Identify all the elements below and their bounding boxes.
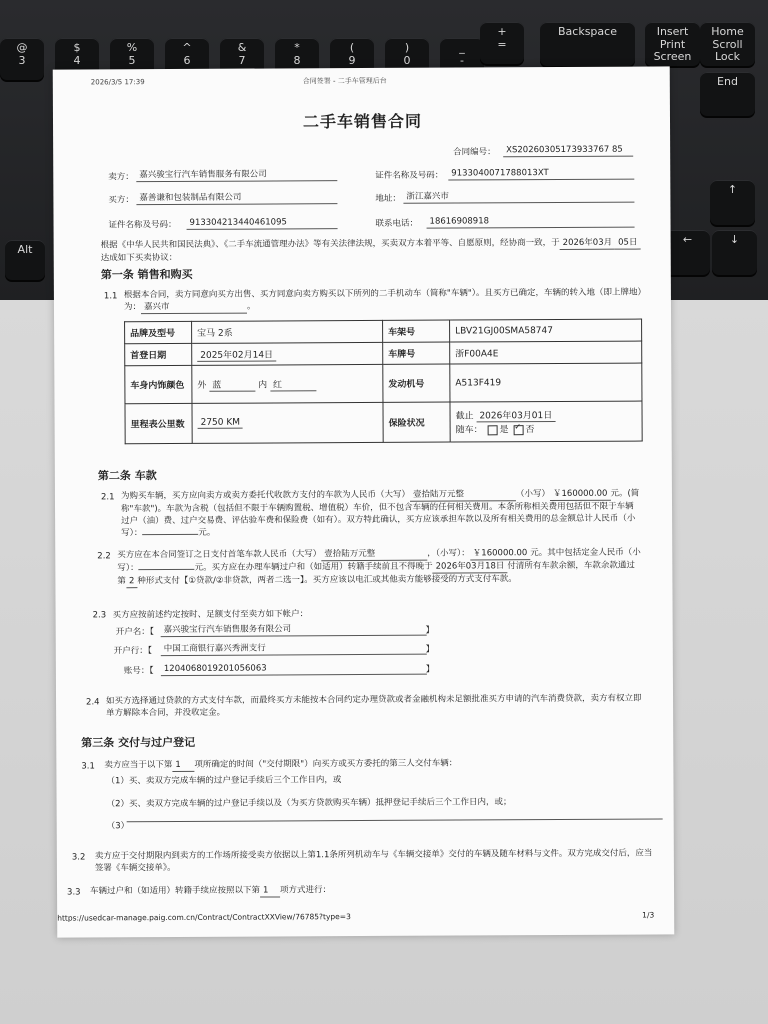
insurance-until: 2026年03月01日	[476, 408, 555, 422]
keyboard-key: + =	[480, 22, 524, 64]
keyboard-key: $ 4	[55, 38, 99, 80]
mileage-value: 2750 KM	[198, 418, 243, 429]
color-label: 车身内饰颜色	[125, 365, 192, 403]
phone-value: 18616908918	[427, 216, 635, 229]
clause-2-2-num: 2.2	[97, 551, 111, 562]
buyer-name: 嘉善谦和包装制品有限公司	[136, 192, 337, 205]
account-name-label: 开户名：【	[115, 627, 154, 638]
clause-1-1-text: 根据本合同，卖方同意向买方出售、买方同意向卖方购买以下所列的二手机动车（简称"车辆"）。且买方已确定，车辆的转入地（即上牌地）为： 嘉兴市 。	[123, 287, 642, 313]
print-page-number: 1/3	[642, 910, 655, 920]
keyboard-key: * 8	[275, 38, 319, 80]
clause-2-1-text: 为购买车辆，买方应向卖方或卖方委托代收款方支付的车款为人民币（大写） 壹拾陆万元整 （小写） ￥160000.00 元。(简称"车款")。车款为含税（包括但不限于车辆购置税、增值税）车价，但不包含车辆的任何相关费用。本条所称相关费用包括但不限于车辆过户（油）费、过户交易费、评估验车费和保险费（如有）。双方特此确认，买方应该承担车款以及所有相关费用的总金额总计人民币（小写）： 元。	[120, 488, 640, 539]
keyboard-key: ←	[665, 230, 710, 275]
keyboard-key: ↓	[712, 230, 757, 275]
keyboard-key: & 7	[220, 38, 264, 80]
interior-color: 红	[270, 377, 316, 391]
clause-3-1-option-1: （1）买、卖双方完成车辆的过户登记手续后三个工作日内，或	[106, 775, 342, 787]
address-value: 浙江嘉兴市	[403, 191, 634, 204]
keyboard-key: ( 9	[330, 38, 374, 80]
clause-2-4-num: 2.4	[86, 697, 100, 708]
keyboard-key: Alt	[5, 240, 45, 280]
keyboard-key: End	[700, 72, 755, 116]
brand-value: 宝马 2系	[192, 320, 383, 343]
clause-3-1-option-3-blank	[127, 818, 663, 822]
intro-paragraph: 根据《中华人民共和国民法典》、《二手车流通管理办法》等有关法律法规，买卖双方本着平等、自愿原则，经协商一致，于 2026年03月 05日达成如下买卖协议：	[101, 237, 641, 265]
mileage-label: 里程表公里数	[125, 403, 192, 443]
account-number: 1204068019201056063	[161, 663, 427, 676]
bracket-close-3: 】	[425, 664, 435, 675]
clause-3-1-option-3: （3）	[106, 821, 130, 832]
account-bank: 中国工商银行嘉兴秀洲支行	[161, 643, 427, 656]
seller-label: 卖方：	[108, 172, 134, 183]
follow-yes-checkbox	[487, 425, 497, 435]
clause-3-2-num: 3.2	[71, 852, 86, 863]
engine-label: 发动机号	[383, 364, 450, 402]
account-number-label: 账号：【	[123, 666, 154, 677]
reg-date-value: 2025年02月14日	[197, 347, 276, 361]
clause-3-3-num: 3.3	[67, 887, 81, 898]
print-timestamp: 2026/3/5 17:39	[90, 78, 145, 87]
bracket-close-2: 】	[425, 644, 435, 655]
plate-label: 车牌号	[383, 342, 450, 364]
exterior-color: 蓝	[209, 377, 255, 391]
keyboard-key: ↑	[710, 180, 755, 225]
plate-value: 浙F00A4E	[450, 341, 642, 364]
clause-2-4-text: 如买方选择通过贷款的方式支付车款，而最终买方未能按本合同约定办理贷款或者金融机构未足额批准买方申请的汽车消费贷款，卖方有权立即单方解除本合同，并没收定金。	[106, 693, 642, 719]
contract-title: 二手车销售合同	[302, 111, 423, 132]
keyboard-key: ) 0	[385, 38, 429, 80]
clause-3-1-text: 卖方应当于以下第 1 项所确定的时间（"交付期限"）向买方或买方委托的第三人交付车辆：	[104, 758, 458, 771]
section-3-title: 第三条 交付与过户登记	[81, 735, 196, 750]
reg-date-label: 首登日期	[125, 343, 192, 365]
clause-2-2-text: 买方应在本合同签订之日支付首笔车款人民币（大写） 壹拾陆万元整 ，（小写）： ￥160000.00 元。其中包括定金人民币（小写）： 元。买方应在办理车辆过户和（如适用）转籍手续前且不得晚于 2026年03月18日 付清所有车款余额，车款余款通过第 2 种形式支付【①贷款/②非贷款，两者二选一】。买方应该以电汇或其他卖方能够接受的方式支付车款。	[117, 547, 641, 587]
keyboard-key: Insert Print Screen	[645, 22, 700, 66]
clause-1-1-num: 1.1	[103, 291, 118, 302]
vin-label: 车架号	[383, 320, 450, 342]
bracket-close-1: 】	[425, 625, 435, 636]
section-2-title: 第二条 车款	[97, 469, 157, 483]
clause-3-1-num: 3.1	[81, 761, 95, 772]
vin-value: LBV21GJ00SMA58747	[450, 319, 642, 342]
keyboard-key: % 5	[110, 38, 154, 80]
buyer-cert: 913304213440461095	[187, 217, 338, 230]
keyboard-key: _ -	[440, 38, 484, 80]
clause-3-3-text: 车辆过户和（如适用）转籍手续应按照以下第 1 项方式进行：	[90, 885, 332, 897]
clause-2-1-num: 2.1	[100, 492, 115, 503]
contract-number-label: 合同编号：	[453, 147, 496, 158]
clause-3-2-text: 卖方应于交付期限内到卖方的工作场所接受卖方依据以上第1.1条所列机动车与《车辆交接单》交付的车辆及随车材料与文件。双方完成交付后，应当签署《车辆交接单》。	[94, 848, 653, 874]
seller-name: 嘉兴骏宝行汽车销售服务有限公司	[136, 169, 337, 182]
seller-cert-label: 证件名称及号码：	[375, 170, 444, 181]
phone-label: 联系电话：	[375, 218, 419, 229]
brand-label: 品牌及型号	[125, 321, 192, 343]
buyer-label: 买方：	[108, 195, 134, 206]
print-url: https://usedcar-manage.paig.com.cn/Contract/ContractXXView/76785?type=3	[57, 912, 351, 923]
clause-2-3-text: 买方应按前述约定按时、足额支付至卖方如下帐户：	[112, 609, 309, 621]
seller-cert: 9133040071788013XT	[448, 168, 634, 181]
section-1-title: 第一条 销售和购买	[100, 267, 193, 282]
contract-page	[53, 66, 675, 937]
clause-2-3-num: 2.3	[92, 610, 107, 621]
contract-number: XS20260305173933767 85	[503, 145, 633, 158]
clause-3-1-option-2: （2）买、卖双方完成车辆的过户登记手续以及（为买方贷款购买车辆）抵押登记手续后三个工作日内，或；	[106, 797, 512, 810]
buyer-cert-label: 证件名称及号码：	[108, 219, 177, 231]
print-page-title: 合同签署 - 二手车管理后台	[302, 76, 387, 86]
vehicle-info-table: 品牌及型号 宝马 2系 车架号 LBV21GJ00SMA58747 首登日期 2025年02月14日 车牌号 浙F00A4E 车身内饰颜色 外 蓝 内 红 发动机号 A513F419 里程表公里数 2750 KM 保险状况 截止 2026年03月01日 随车： 是 ✓ 否	[124, 319, 643, 445]
keyboard-key: Backspace	[540, 22, 635, 66]
account-name: 嘉兴骏宝行汽车销售服务有限公司	[161, 624, 427, 637]
address-label: 地址：	[375, 193, 401, 204]
keyboard-key: Home Scroll Lock	[700, 22, 755, 66]
engine-value: A513F419	[450, 363, 642, 402]
keyboard-key: ^ 6	[165, 38, 209, 80]
account-bank-label: 开户行：【	[113, 646, 153, 657]
insurance-label: 保险状况	[383, 402, 450, 442]
follow-no-checkbox	[513, 425, 523, 435]
keyboard-key: @ 3	[0, 38, 44, 80]
